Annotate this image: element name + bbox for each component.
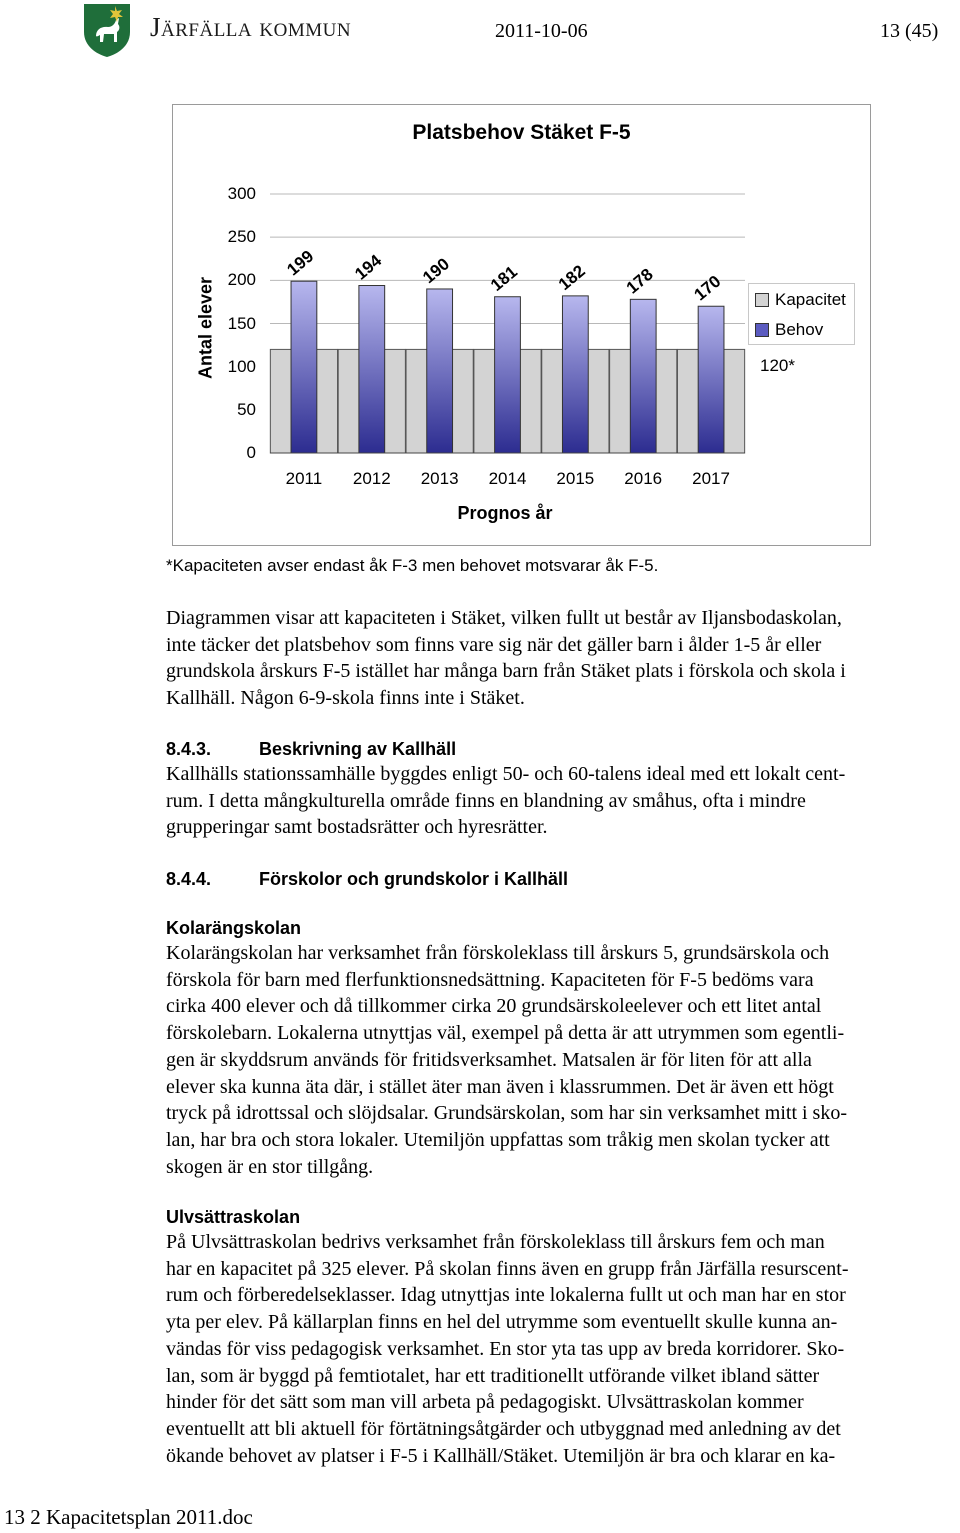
bar-behov bbox=[427, 289, 453, 453]
text-line: gen är skyddsrum används för fritidsverksamhet. Matsalen är för liten för att alla bbox=[166, 1048, 812, 1071]
subheading-kolarangskolan: Kolarängskolan bbox=[166, 918, 302, 938]
bar-behov bbox=[359, 286, 385, 453]
y-tick-label: 300 bbox=[227, 184, 256, 203]
section-number: 8.4.4. bbox=[166, 869, 212, 889]
x-tick-label: 2013 bbox=[420, 469, 459, 488]
y-tick-label: 150 bbox=[227, 313, 256, 333]
bar-behov bbox=[495, 297, 521, 453]
legend-swatch-behov bbox=[755, 323, 769, 337]
text-line: har en kapacitet på 325 elever. På skolan finns även en grupp från Järfälla resurscent- bbox=[166, 1257, 849, 1280]
y-tick-label: 50 bbox=[237, 399, 256, 419]
text-line: grundskola årskurs F-5 istället har många barn från Stäket plats i förskola och skola i bbox=[166, 660, 846, 683]
x-tick-label: 2015 bbox=[556, 469, 595, 488]
section-title: Beskrivning av Kallhäll bbox=[259, 739, 457, 759]
legend-item-kapacitet bbox=[755, 290, 846, 310]
bar-behov bbox=[630, 299, 656, 453]
data-label: 199 bbox=[283, 246, 318, 280]
data-label: 190 bbox=[419, 254, 454, 288]
capacity-note: 120* bbox=[760, 356, 795, 375]
text-line: rum och förberedelseklasser. Idag utnyttjas inte lokalerna fullt ut och man har en stor bbox=[166, 1284, 846, 1307]
text-line: cirka 400 elever och då tillkommer cirka 20 grundsärskoleelever och ett litet antal bbox=[166, 995, 822, 1018]
legend-label-kapacitet: Kapacitet bbox=[775, 290, 846, 309]
text-line: På Ulvsättraskolan bedrivs verksamhet från förskoleklass till årskurs fem och man bbox=[166, 1231, 825, 1253]
text-line: förskolebarn. Lokalerna utnyttjas väl, exempel på detta är att utrymmen som egentli- bbox=[166, 1022, 845, 1045]
text-line: eventuellt att bli aktuell för förtätningsåtgärder och utbyggnad med anledning av det bbox=[166, 1417, 841, 1440]
legend-label-behov: Behov bbox=[775, 320, 824, 339]
section-number: 8.4.3. bbox=[166, 739, 212, 759]
section-heading-8-4-3 bbox=[166, 739, 457, 760]
text-line: tryck på idrottssal och slöjdsalar. Grundsärskolan, som har sin verksamhet mitt i sko- bbox=[166, 1102, 847, 1125]
x-tick-label: 2016 bbox=[624, 469, 663, 488]
text-line: Kallhäll. Någon 6-9-skola finns inte i Stäket. bbox=[166, 687, 525, 710]
x-tick-label: 2012 bbox=[352, 469, 391, 488]
chart-title: Platsbehov Stäket F-5 bbox=[412, 121, 631, 144]
text-line: elever ska kunna äta där, i stället äter man även i klassrummen. Det är även ett högt bbox=[166, 1075, 834, 1098]
kallhall-paragraph bbox=[166, 761, 960, 841]
data-label: 178 bbox=[622, 264, 657, 298]
text-line: hinder för det sätt som man vill arbeta på pedagogiskt. Ulvsättraskolan kommer bbox=[166, 1391, 804, 1414]
text-line: lan, har bra och stora lokaler. Utemiljön uppfattas som tråkig men skolan tycker att bbox=[166, 1128, 830, 1151]
y-tick-label: 0 bbox=[246, 443, 256, 462]
x-tick-label: 2017 bbox=[692, 469, 730, 488]
text-line: Diagrammen visar att kapaciteten i Stäket, vilken fullt ut består av Iljansbodaskolan, bbox=[166, 607, 842, 629]
text-line: grupperingar samt bostadsrätter och hyresrätter. bbox=[166, 816, 548, 839]
subheading-ulvsattraskolan: Ulvsättraskolan bbox=[166, 1207, 301, 1227]
intro-paragraph bbox=[166, 605, 960, 712]
bar-behov bbox=[562, 296, 588, 453]
section-title: Förskolor och grundskolor i Kallhäll bbox=[259, 869, 569, 889]
bar-behov bbox=[698, 306, 724, 453]
text-line: Kolarängskolan har verksamhet från förskoleklass till årskurs 5, grundsärskola och bbox=[166, 942, 830, 964]
page-number: 13 (45) bbox=[880, 20, 939, 42]
y-tick-label: 100 bbox=[227, 356, 256, 376]
text-line: Kallhälls stationssamhälle byggdes enligt 50- och 60-talens ideal med ett lokalt cent- bbox=[166, 763, 846, 785]
section-heading-8-4-4 bbox=[166, 869, 569, 890]
x-tick-label: 2014 bbox=[488, 469, 527, 488]
document-date: 2011-10-06 bbox=[495, 20, 588, 42]
data-label: 194 bbox=[351, 250, 386, 284]
organization-name: Järfälla kommun bbox=[150, 12, 352, 42]
bar-behov bbox=[291, 281, 317, 453]
text-line: ökande behovet av platser i F-5 i Kallhäll/Stäket. Utemiljön är bra och klarar en ka- bbox=[166, 1444, 836, 1467]
text-line: yta per elev. På källarplan finns en hel del utrymme som eventuellt skulle kunna an- bbox=[166, 1311, 838, 1334]
x-tick-label: 2011 bbox=[285, 469, 323, 488]
data-label: 182 bbox=[554, 261, 589, 295]
data-label: 181 bbox=[486, 262, 521, 295]
text-line: inte täcker det platsbehov som finns vare sig när det gäller barn i ålder 1-5 år eller bbox=[166, 633, 822, 656]
ulvsattraskolan-paragraph bbox=[166, 1229, 960, 1469]
document-footer: 13 2 Kapacitetsplan 2011.doc bbox=[4, 1505, 253, 1529]
legend-swatch-kapacitet bbox=[755, 293, 769, 307]
data-label: 170 bbox=[690, 271, 725, 305]
y-tick-label: 200 bbox=[227, 270, 256, 290]
chart-y-axis-label: Antal elever bbox=[195, 276, 216, 380]
text-line: skogen är en stor tillgång. bbox=[166, 1155, 374, 1178]
text-line: förskola för barn med flerfunktionsnedsättning. Kapaciteten för F-5 bedöms vara bbox=[166, 968, 814, 991]
text-line: vändas för viss pedagogisk verksamhet. En stor yta tas upp av breda korridorer. Sko- bbox=[166, 1337, 845, 1360]
kolarangskolan-paragraph bbox=[166, 940, 960, 1180]
chart-legend bbox=[748, 283, 855, 345]
y-tick-label: 250 bbox=[227, 227, 256, 247]
text-line: rum. I detta mångkulturella område finns en blandning av småhus, ofta i mindre bbox=[166, 789, 806, 812]
chart-footnote: *Kapaciteten avser endast åk F-3 men behovet motsvarar åk F-5. bbox=[166, 556, 659, 575]
text-line: lan, som är byggd på femtiotalet, har ett traditionellt utförande vilket ibland sätter bbox=[166, 1364, 820, 1387]
chart-x-axis-label: Prognos år bbox=[457, 503, 553, 523]
legend-item-behov bbox=[755, 320, 823, 340]
